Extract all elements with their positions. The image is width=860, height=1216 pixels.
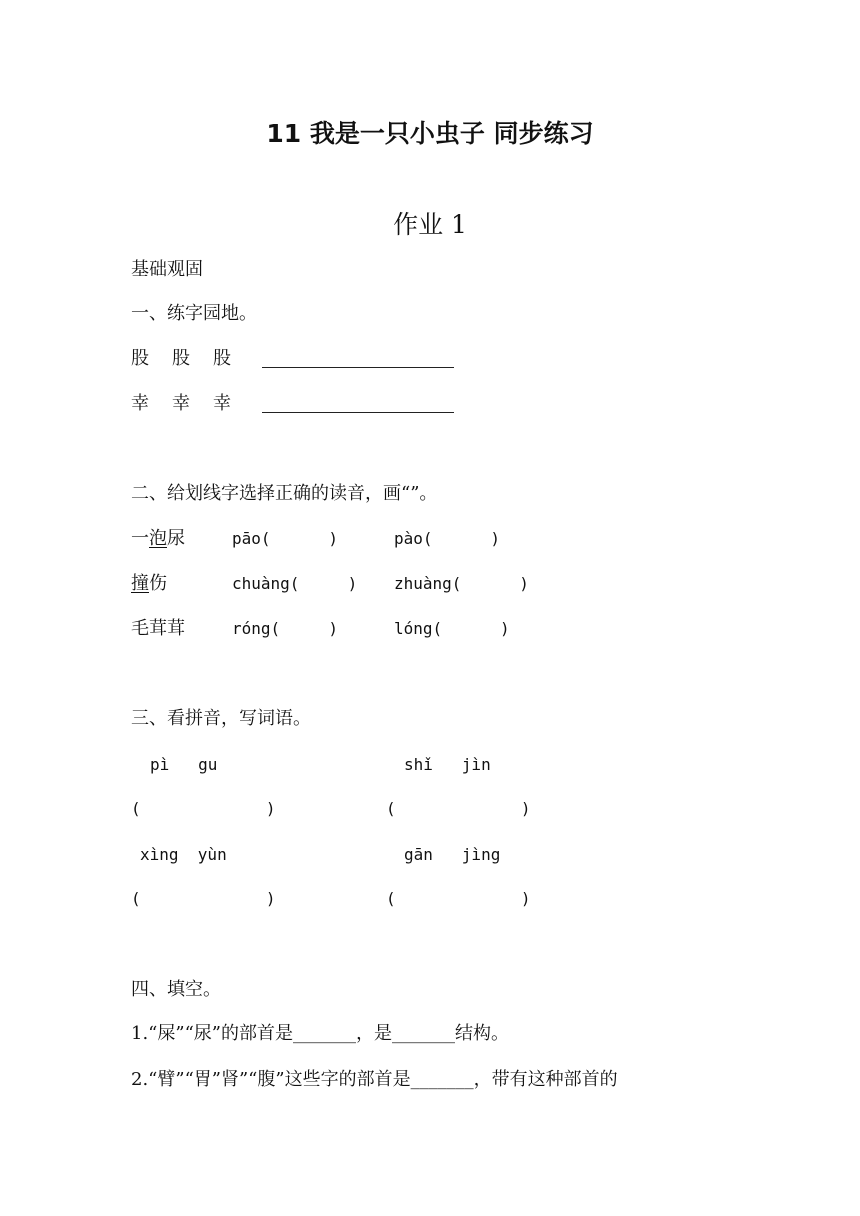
answer-brackets[interactable]: ( ) [386, 889, 531, 908]
writing-blank-line[interactable] [262, 412, 454, 413]
answer-brackets[interactable]: ( ) [131, 799, 276, 818]
practice-char: 股 [131, 348, 149, 369]
section-label: 基础观固 [131, 259, 203, 280]
word-pre: 毛茸茸 [131, 618, 185, 639]
reading-option-2[interactable]: lóng( ) [394, 619, 510, 638]
pinyin-prompt: pì gu [150, 755, 218, 774]
practice-char: 幸 [213, 393, 231, 414]
practice-char: 幸 [172, 393, 190, 414]
reading-option-2[interactable]: zhuàng( ) [394, 574, 529, 593]
answer-brackets[interactable]: ( ) [386, 799, 531, 818]
reading-option-1[interactable]: pāo( ) [232, 529, 338, 548]
q2-word [131, 575, 167, 593]
word-post: 尿 [167, 528, 185, 549]
reading-option-2[interactable]: pào( ) [394, 529, 500, 548]
underlined-char: 泡 [149, 528, 167, 549]
practice-char: 股 [172, 348, 190, 369]
answer-brackets[interactable]: ( ) [131, 889, 276, 908]
q2-heading: 二、给划线字选择正确的读音，画“”。 [131, 483, 438, 504]
word-pre: 一 [131, 528, 149, 549]
fill-in-line[interactable]: 2.“臂”“胃”肾”“腹”这些字的部首是_______，带有这种部首的 [131, 1069, 618, 1090]
q2-word [131, 620, 185, 638]
fill-in-line[interactable]: 1.“屎”“尿”的部首是_______，是_______结构。 [131, 1023, 509, 1044]
practice-char: 股 [213, 348, 231, 369]
q4-heading: 四、填空。 [131, 979, 221, 1000]
pinyin-prompt: gān jìng [404, 845, 501, 864]
reading-option-1[interactable]: chuàng( ) [232, 574, 358, 593]
q3-heading: 三、看拼音，写词语。 [131, 708, 311, 729]
q1-heading: 一、练字园地。 [131, 303, 257, 324]
homework-subtitle: 作业 1 [393, 210, 467, 239]
writing-blank-line[interactable] [262, 367, 454, 368]
pinyin-prompt: shǐ jìn [404, 755, 491, 774]
page-title: 11 我是一只小虫子 同步练习 [266, 119, 594, 148]
pinyin-prompt: xìng yùn [140, 845, 227, 864]
q2-word [131, 530, 185, 548]
practice-char: 幸 [131, 393, 149, 414]
word-post: 伤 [149, 573, 167, 594]
reading-option-1[interactable]: róng( ) [232, 619, 338, 638]
underlined-char: 撞 [131, 573, 149, 594]
